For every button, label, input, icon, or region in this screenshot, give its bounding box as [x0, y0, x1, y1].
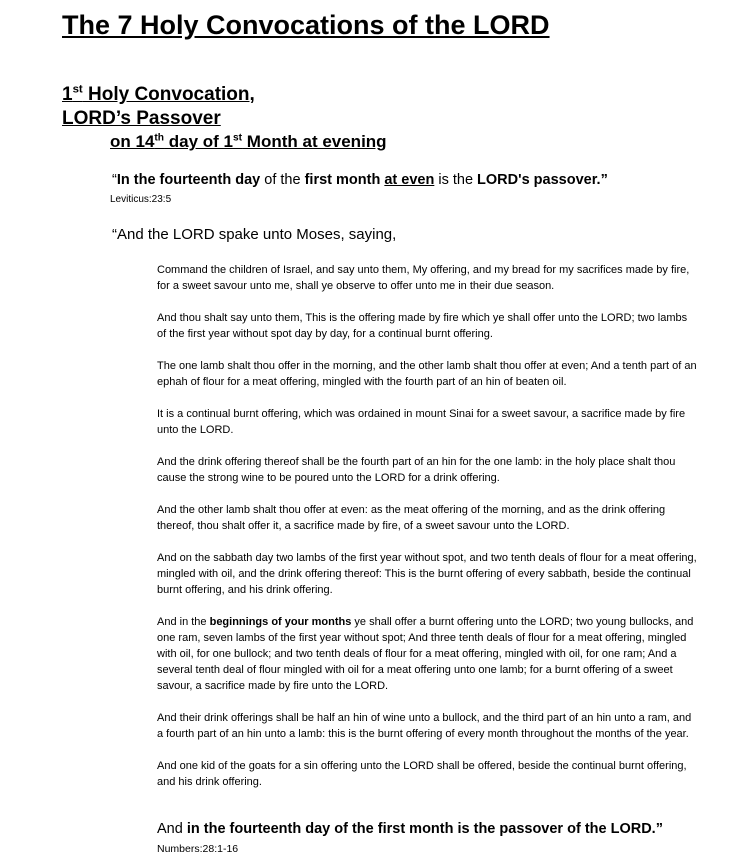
lev-open-quote: “ [112, 172, 117, 188]
closing-bold: in the fourteenth day of the first month is the passover of the LORD.” [186, 821, 663, 837]
closing-verse [157, 820, 677, 858]
lev-part-5: at even [384, 172, 435, 188]
verse-paragraph: And one kid of the goats for a sin offering unto the LORD shall be offered, beside the continual burnt offering, and his drink offering. [157, 760, 687, 788]
lev-part-3: first month [304, 172, 381, 188]
date-ordinal-month: st [233, 132, 243, 144]
feast-heading: LORD’s Passover [62, 108, 221, 129]
convocation-label: Holy Convocation, [82, 84, 255, 105]
date-mid: day of 1 [164, 132, 233, 151]
verse-paragraph: The one lamb shalt thou offer in the morning, and the other lamb shalt thou offer at even; And a tenth part of an ephah of flour for a meat offering, mingled with the fourth part of an hin of beaten oil. [157, 360, 697, 388]
leviticus-reference: Leviticus:23:5 [110, 194, 172, 205]
page-title: The 7 Holy Convocations of the LORD [62, 10, 550, 40]
verse-paragraph-months [157, 614, 697, 694]
date-heading [110, 132, 387, 152]
convocation-number: 1 [62, 84, 73, 105]
verse-paragraph: And on the sabbath day two lambs of the first year without spot, and two tenth deals of flour for a meat offering, mingled with oil, and the drink offering thereof: This is the burnt offering of every sabbath, beside the continual burnt offering, and his drink offering. [157, 552, 697, 596]
date-ordinal-day: th [154, 132, 165, 144]
lev-part-6: is the [434, 172, 478, 188]
verse-paragraph: And the other lamb shalt thou offer at even: as the meat offering of the morning, and as the drink offering thereof, thou shalt offer it, a sacrifice made by fire, of a sweet savour unto the LORD. [157, 504, 666, 532]
numbers-intro: “And the LORD spake unto Moses, saying, [112, 226, 397, 243]
closing-pre: And [157, 821, 187, 837]
verse-paragraph: And thou shalt say unto them, This is the offering made by fire which ye shall offer unto the LORD; two lambs of the first year without spot day by day, for a continual burnt offering. [157, 312, 688, 340]
months-pre: And in the [157, 616, 210, 628]
months-post: ye shall offer a burnt offering unto the LORD; two young bullocks, and one ram, seven lambs of the first year without spot; And three tenth deals of flour for a meat offering, mingled with oil, for one bullock; and two tenth deals of flour for a meat offering, mingled with oil, for one ram; And a several tenth deal of flour mingled with oil for a meat offering unto one lamb; for a burnt offering of a sweet savour, a sacrifice made by fire unto the LORD. [157, 616, 694, 692]
lev-part-2: of the [260, 172, 305, 188]
months-bold: beginnings of your months [209, 616, 352, 628]
verse-paragraph: Command the children of Israel, and say unto them, My offering, and my bread for my sacrifices made by fire, for a sweet savour unto me, shall ye observe to offer unto me in their due season. [157, 264, 690, 292]
verse-paragraph: And their drink offerings shall be half an hin of wine unto a bullock, and the third part of an hin unto a ram, and a fourth part of an hin unto a lamb: this is the burnt offering of every month throughout the months of the year. [157, 712, 692, 740]
verse-paragraph: And the drink offering thereof shall be the fourth part of an hin for the one lamb: in the holy place shalt thou cause the strong wine to be poured unto the LORD for a drink offering. [157, 456, 676, 484]
lev-part-1: In the fourteenth day [116, 172, 261, 188]
verse-list [157, 262, 697, 806]
convocation-ordinal: st [72, 83, 83, 96]
closing-reference: Numbers:28:1-16 [157, 843, 239, 855]
lev-part-7: LORD's passover.” [477, 172, 608, 188]
leviticus-quote [112, 172, 608, 188]
convocation-heading [62, 84, 255, 106]
date-prefix: on 14 [110, 132, 155, 151]
verse-paragraph: It is a continual burnt offering, which was ordained in mount Sinai for a sweet savour, a sacrifice made by fire unto the LORD. [157, 408, 686, 436]
date-end: Month at evening [242, 132, 387, 151]
